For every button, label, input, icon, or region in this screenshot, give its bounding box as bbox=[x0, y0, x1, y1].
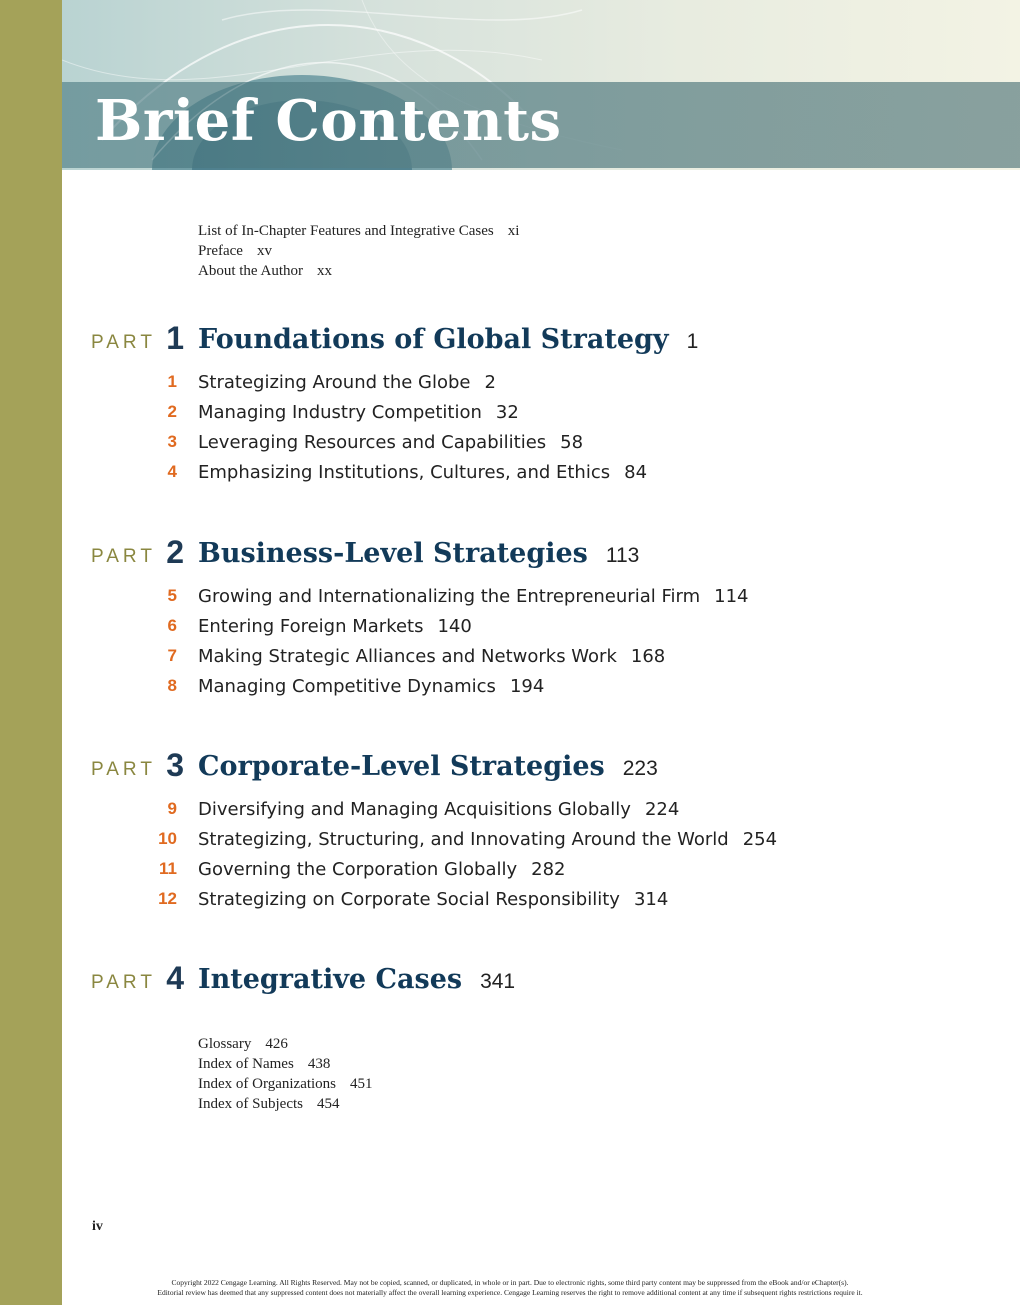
chapter-title bbox=[198, 616, 472, 637]
part-title bbox=[198, 964, 515, 995]
chapter-number: 1 bbox=[167, 372, 177, 391]
entry-page: xx bbox=[317, 263, 332, 279]
chapter-title-text: Governing the Corporation Globally bbox=[198, 859, 518, 880]
chapter-number: 11 bbox=[159, 859, 177, 878]
chapter-title-text: Managing Competitive Dynamics bbox=[198, 676, 496, 697]
part-page: 341 bbox=[480, 970, 516, 993]
chapter-title-text: Emphasizing Institutions, Cultures, and Ethics bbox=[198, 462, 611, 483]
entry-page: 426 bbox=[265, 1036, 288, 1052]
chapter-title bbox=[198, 372, 496, 393]
part-title bbox=[198, 538, 639, 569]
chapter-title bbox=[198, 646, 665, 667]
front-matter-entry bbox=[198, 261, 519, 281]
chapter-entry bbox=[0, 462, 1020, 492]
entry-label: Glossary bbox=[198, 1036, 252, 1052]
part-label: PART bbox=[91, 546, 156, 567]
chapter-entry bbox=[0, 676, 1020, 706]
chapter-entry bbox=[0, 616, 1020, 646]
chapter-number: 5 bbox=[167, 586, 177, 605]
page-title: Brief Contents bbox=[95, 88, 562, 154]
chapter-title-text: Strategizing, Structuring, and Innovating Around the World bbox=[198, 829, 729, 850]
chapter-title-text: Leveraging Resources and Capabilities bbox=[198, 432, 547, 453]
entry-label: About the Author bbox=[198, 263, 303, 279]
back-matter-entry bbox=[198, 1094, 373, 1114]
chapter-number: 6 bbox=[167, 616, 177, 635]
chapter-entry bbox=[0, 402, 1020, 432]
chapter-page: 224 bbox=[644, 799, 680, 820]
back-matter-entry bbox=[198, 1074, 373, 1094]
entry-label: List of In-Chapter Features and Integrative Cases bbox=[198, 223, 494, 239]
chapter-title-text: Entering Foreign Markets bbox=[198, 616, 424, 637]
chapter-title bbox=[198, 859, 565, 880]
part-number: 2 bbox=[166, 534, 184, 570]
entry-label: Index of Organizations bbox=[198, 1076, 337, 1092]
chapter-entry bbox=[0, 586, 1020, 616]
chapter-title bbox=[198, 462, 647, 483]
entry-page: xv bbox=[256, 243, 272, 259]
chapter-entry bbox=[0, 646, 1020, 676]
chapter-number: 3 bbox=[167, 432, 177, 451]
part-title-text: Foundations of Global Strategy bbox=[198, 324, 669, 355]
chapter-title bbox=[198, 889, 668, 910]
chapter-title bbox=[198, 402, 519, 423]
chapter-entry bbox=[0, 432, 1020, 462]
front-matter-entry bbox=[198, 241, 519, 261]
chapter-title-text: Growing and Internationalizing the Entrepreneurial Firm bbox=[198, 586, 701, 607]
chapter-entry bbox=[0, 799, 1020, 829]
part-page: 1 bbox=[686, 330, 699, 353]
part-number: 4 bbox=[166, 960, 184, 996]
entry-label: Index of Subjects bbox=[198, 1096, 303, 1112]
chapter-number: 9 bbox=[167, 799, 177, 818]
part-title bbox=[198, 324, 698, 355]
part-number: 3 bbox=[166, 747, 184, 783]
part-title-text: Corporate-Level Strategies bbox=[198, 751, 605, 782]
entry-page: 454 bbox=[316, 1096, 340, 1112]
chapter-page: 84 bbox=[624, 462, 648, 483]
entry-label: Preface bbox=[198, 243, 243, 259]
chapter-page: 314 bbox=[633, 889, 669, 910]
part-title bbox=[198, 751, 658, 782]
back-matter-list bbox=[198, 1034, 373, 1114]
entry-label: Index of Names bbox=[198, 1056, 294, 1072]
part-title-text: Business-Level Strategies bbox=[198, 538, 588, 569]
chapter-title bbox=[198, 432, 583, 453]
front-matter-entry bbox=[198, 221, 519, 241]
part-label: PART bbox=[91, 759, 156, 780]
copyright-notice bbox=[62, 1278, 958, 1298]
back-matter-entry bbox=[198, 1054, 373, 1074]
copyright-line: Copyright 2022 Cengage Learning. All Rights Reserved. May not be copied, scanned, or duplicated, in whole or in part. Due to electronic rights, some third party content may be suppressed from the eBook and/or eChapter(s). bbox=[171, 1278, 849, 1287]
chapter-page: 2 bbox=[484, 372, 496, 393]
entry-page: 438 bbox=[307, 1056, 331, 1072]
chapter-title-text: Strategizing on Corporate Social Responsibility bbox=[198, 889, 620, 910]
chapter-page: 194 bbox=[509, 676, 545, 697]
chapter-entry bbox=[0, 372, 1020, 402]
chapter-entry bbox=[0, 859, 1020, 889]
chapter-title bbox=[198, 586, 748, 607]
front-matter-list bbox=[198, 221, 519, 281]
entry-page: 451 bbox=[350, 1076, 373, 1092]
chapter-title-text: Managing Industry Competition bbox=[198, 402, 482, 423]
chapter-page: 32 bbox=[495, 402, 519, 423]
chapter-number: 2 bbox=[167, 402, 177, 421]
part-page: 113 bbox=[605, 544, 640, 567]
back-matter-entry bbox=[198, 1034, 373, 1054]
chapter-entry bbox=[0, 889, 1020, 919]
chapter-page: 168 bbox=[630, 646, 666, 667]
page-number: iv bbox=[92, 1219, 103, 1234]
part-label: PART bbox=[91, 972, 156, 993]
part-number: 1 bbox=[166, 320, 184, 356]
chapter-title-text: Strategizing Around the Globe bbox=[198, 372, 471, 393]
chapter-page: 254 bbox=[742, 829, 778, 850]
chapter-number: 12 bbox=[158, 889, 177, 908]
chapter-page: 58 bbox=[560, 432, 584, 453]
entry-page: xi bbox=[507, 223, 520, 239]
chapter-entry bbox=[0, 829, 1020, 859]
chapter-title-text: Making Strategic Alliances and Networks Work bbox=[198, 646, 617, 667]
chapter-number: 7 bbox=[167, 646, 177, 665]
chapter-page: 114 bbox=[714, 586, 749, 607]
chapter-number: 8 bbox=[167, 676, 177, 695]
chapter-page: 282 bbox=[531, 859, 566, 880]
part-label: PART bbox=[91, 332, 156, 353]
chapter-title bbox=[198, 676, 544, 697]
copyright-line: Editorial review has deemed that any suppressed content does not materially affect the overall learning experience. Cengage Learning reserves the right to remove additional content at any time if subsequent rights restrictions require it. bbox=[157, 1288, 863, 1297]
chapter-title bbox=[198, 829, 777, 850]
part-page: 223 bbox=[622, 757, 658, 780]
chapter-number: 10 bbox=[158, 829, 177, 848]
chapter-title-text: Diversifying and Managing Acquisitions Globally bbox=[198, 799, 631, 820]
chapter-page: 140 bbox=[437, 616, 472, 637]
chapter-number: 4 bbox=[167, 462, 177, 481]
part-title-text: Integrative Cases bbox=[198, 964, 463, 995]
chapter-title bbox=[198, 799, 679, 820]
